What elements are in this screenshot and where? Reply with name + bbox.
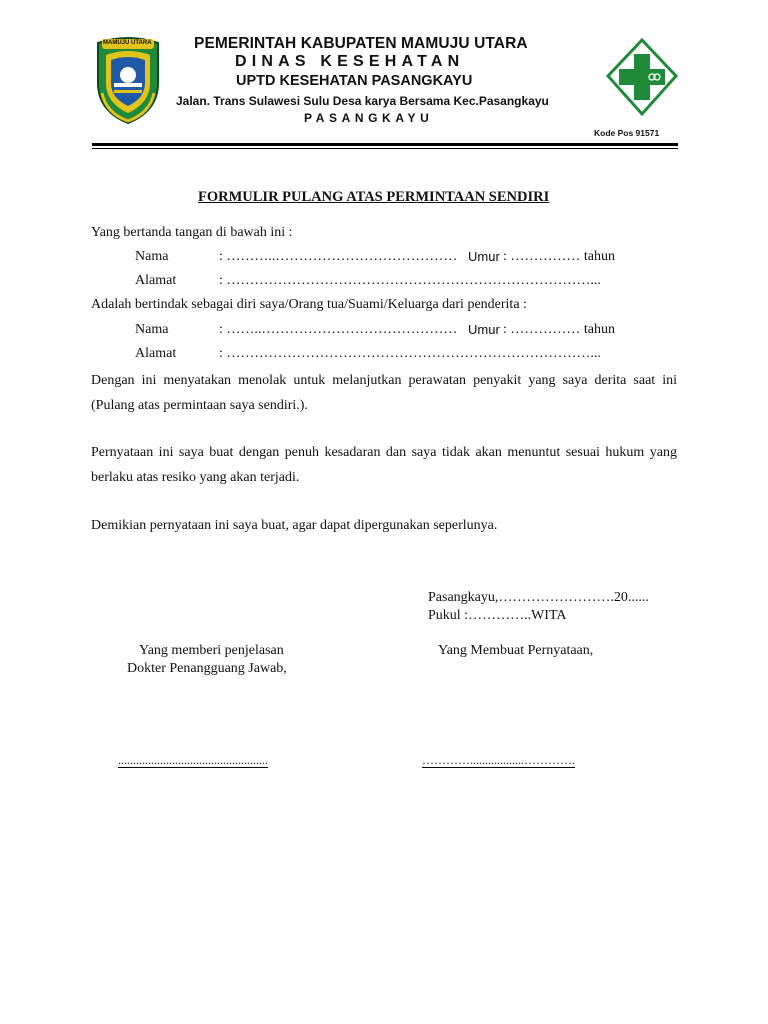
intro-text: Yang bertanda tangan di bawah ini :	[91, 225, 293, 240]
patient-nama-field[interactable]: : ……..……………………………………	[219, 322, 458, 337]
left-signature-role: Dokter Penangguang Jawab,	[127, 661, 287, 676]
signer-alamat-label: Alamat	[135, 273, 177, 288]
agency-name: DINAS KESEHATAN	[235, 53, 465, 70]
signer-umur-label: Umur	[468, 249, 500, 264]
patient-alamat-label: Alamat	[135, 346, 177, 361]
form-title: FORMULIR PULANG ATAS PERMINTAAN SENDIRI	[198, 189, 550, 205]
signer-umur-field[interactable]: : …………… tahun	[503, 249, 615, 264]
left-signature-title: Yang memberi penjelasan	[139, 643, 284, 658]
signer-alamat-field[interactable]: : ……………………………………………………………………...	[219, 273, 601, 288]
awareness-statement: Pernyataan ini saya buat dengan penuh kesadaran dan saya tidak akan menuntut sesuai hukum yang berlaku atas resiko yang akan terjadi.	[91, 445, 677, 485]
time-field[interactable]: Pukul :…………..WITA	[428, 608, 567, 623]
left-signature-blank[interactable]: ..................................................	[118, 753, 268, 767]
relation-text: Adalah bertindak sebagai diri saya/Orang tua/Suami/Keluarga dari penderita :	[91, 297, 527, 312]
emblem-shield-icon	[92, 33, 164, 125]
closing-text: Demikian pernyataan ini saya buat, agar dapat dipergunakan seperlunya.	[91, 518, 498, 533]
right-signature-blank[interactable]: …………..................………….	[422, 753, 575, 767]
refusal-statement: Dengan ini menyatakan menolak untuk melanjutkan perawatan penyakit yang saya derita saat ini (Pulang atas permintaan saya sendiri.).	[91, 373, 677, 413]
postal-code: Kode Pos 91571	[594, 128, 660, 138]
emblem-label: MAMUJU UTARA	[103, 40, 152, 46]
patient-nama-label: Nama	[135, 322, 169, 337]
patient-umur-label: Umur	[468, 322, 500, 337]
right-signature-title: Yang Membuat Pernyataan,	[438, 643, 594, 658]
signer-nama-label: Nama	[135, 249, 169, 264]
patient-umur-field[interactable]: : …………… tahun	[503, 322, 615, 337]
patient-alamat-field[interactable]: : ……………………………………………………………………...	[219, 346, 601, 361]
city-name: PASANGKAYU	[304, 111, 434, 125]
address: Jalan. Trans Sulawesi Sulu Desa karya Bersama Kec.Pasangkayu	[176, 94, 549, 108]
health-cross-icon	[606, 38, 678, 116]
unit-name: UPTD KESEHATAN PASANGKAYU	[236, 73, 473, 89]
regency-emblem	[92, 33, 164, 125]
header-rule-thin	[92, 148, 678, 149]
header-rule-thick	[92, 143, 678, 146]
government-name: PEMERINTAH KABUPATEN MAMUJU UTARA	[194, 35, 528, 52]
signer-nama-field[interactable]: : ………..…………………………………	[219, 249, 458, 264]
place-date-field[interactable]: Pasangkayu,…………………….20......	[428, 590, 649, 605]
health-logo	[606, 38, 678, 116]
